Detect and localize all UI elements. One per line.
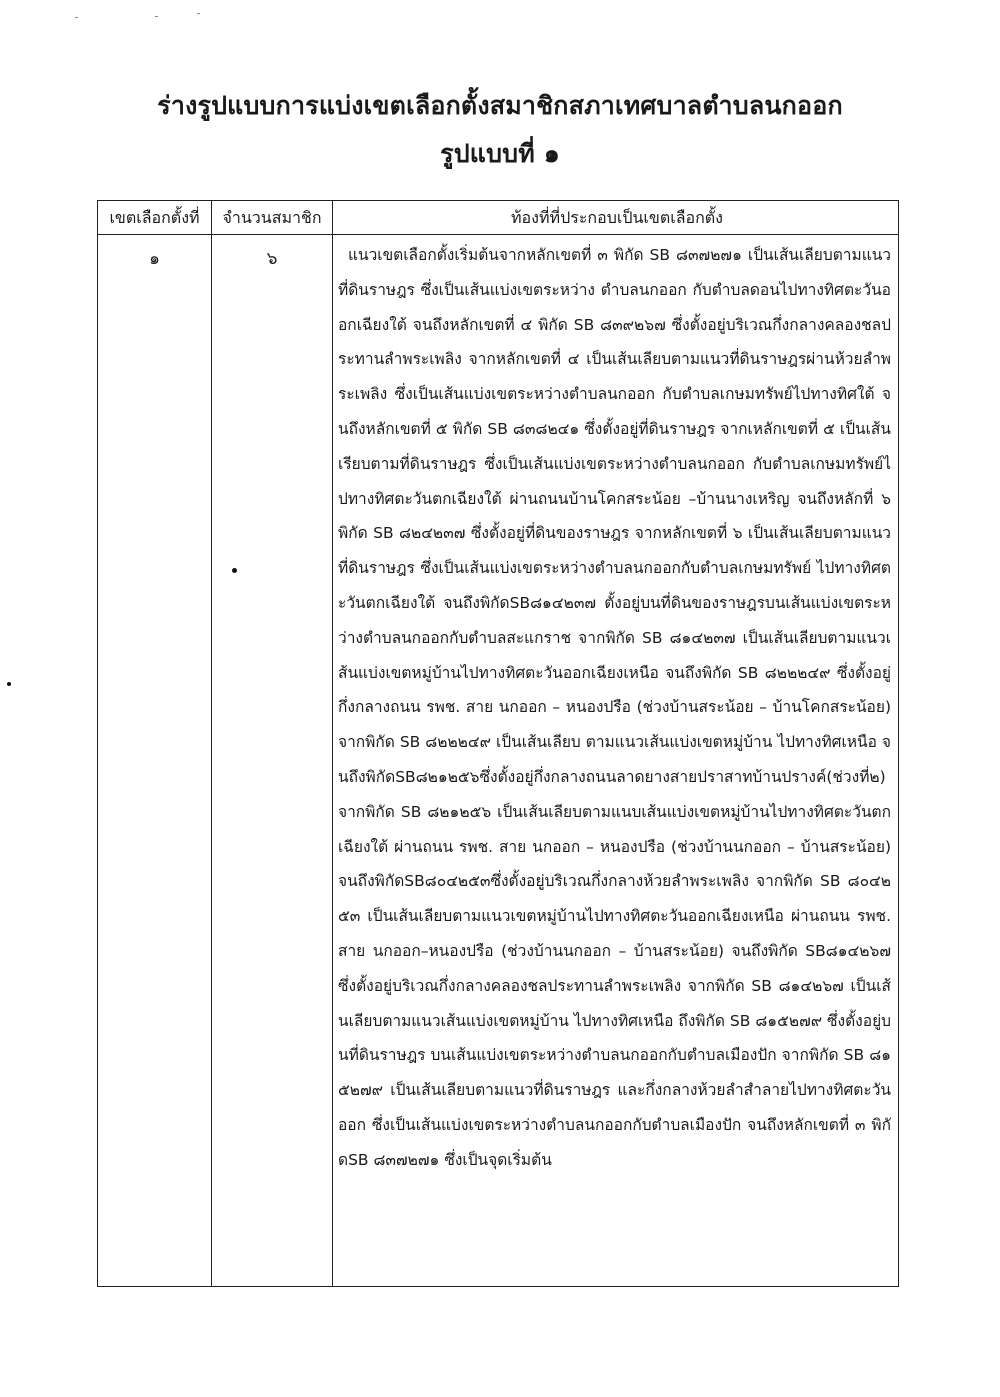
column-divider: [211, 201, 212, 1286]
header-members: จำนวนสมาชิก: [222, 208, 322, 227]
header-divider: [98, 234, 898, 235]
scan-speck: [197, 13, 200, 14]
area-description: แนวเขตเลือกตั้งเริ่มต้นจากหลักเขตที่ ๓ พิกัด SB ๘๓๗๒๗๑ เป็นเส้นเลียบตามแนวที่ดินราษฎร ซึ่งเป็นเส้นแบ่งเขตระหว่าง ตำบลนกออก กับตำบลดอนไปทางทิศตะวันออกเฉียงใต้ จนถึงหลักเขตที่ ๔ พิกัด SB ๘๓๙๒๖๗ ซึ่งตั้งอยู่บริเวณกึ่งกลางคลองชลประทานลำพระเพลิง จากหลักเขตที่ ๔ เป็นเส้นเลียบตามแนวที่ดินราษฎรผ่านห้วยลำพระเพลิง ซึ่งเป็นเส้นแบ่งเขตระหว่างตำบลนกออก กับตำบลเกษมทรัพย์ไปทางทิศใต้ จนถึงหลักเขตที่ ๕ พิกัด SB ๘๓๘๒๔๑ ซึ่งตั้งอยู่ที่ดินราษฎร จากเหลักเขตที่ ๕ เป็นเส้นเรียบตามที่ดินราษฎร ซึ่งเป็นเส้นแบ่งเขตระหว่างตำบลนกออก กับตำบลเกษมทรัพย์ไปทางทิศตะวันตกเฉียงใต้ ผ่านถนนบ้านโคกสระน้อย –บ้านนางเหริญ จนถึงหลักที่ ๖ พิกัด SB ๘๒๔๒๓๗ ซึ่งตั้งอยู่ที่ดินของราษฎร จากหลักเขตที่ ๖ เป็นเส้นเลียบตามแนวที่ดินราษฎร ซึ่งเป็นเส้นแบ่งเขตระหว่างตำบลนกออกกับตำบลเกษมทรัพย์ ไปทางทิศตะวันตกเฉียงใต้ จนถึงพิกัดSB๘๑๔๒๓๗ ตั้งอยู่บนที่ดินของราษฎรบนเส้นแบ่งเขตระหว่างตำบลนกออกกับตำบลสะแกราช จากพิกัด SB ๘๑๔๒๓๗ เป็นเส้นเลียบตามแนวเส้นแบ่งเขตหมู่บ้านไปทางทิศตะวันออกเฉียงเหนือ จนถึงพิกัด SB ๘๒๒๒๔๙ ซึ่งตั้งอยู่กึ่งกลางถนน รพช. สาย นกออก – หนองปรือ (ช่วงบ้านสระน้อย – บ้านโคกสระน้อย) จากพิกัด SB ๘๒๒๒๔๙ เป็นเส้นเลียบ ตามแนวเส้นแบ่งเขตหมู่บ้าน ไปทางทิศเหนือ จนถึงพิกัดSB๘๒๑๒๕๖ซึ่งตั้งอยู่กึ่งกลางถนนลาดยางสายปราสาทบ้านปรางค์(ช่วงที่๒) จากพิกัด SB ๘๒๑๒๕๖ เป็นเส้นเลียบตามแนบเส้นแบ่งเขตหมู่บ้านไปทางทิศตะวันตกเฉียงใต้ ผ่านถนน รพช. สาย นกออก – หนองปรือ (ช่วงบ้านนกออก – บ้านสระน้อย) จนถึงพิกัดSB๘๐๔๒๕๓ซึ่งตั้งอยู่บริเวณกึ่งกลางห้วยลำพระเพลิง จากพิกัด SB ๘๐๔๒๕๓ เป็นเส้นเลียบตามแนวเขตหมู่บ้านไปทางทิศตะวันออกเฉียงเหนือ ผ่านถนน รพช. สาย นกออก–หนองปรือ (ช่วงบ้านนกออก – บ้านสระน้อย) จนถึงพิกัด SB๘๑๔๒๖๗ ซึ่งตั้งอยู่บริเวณกึ่งกลางคลองชลประทานลำพระเพลิง จากพิกัด SB ๘๑๔๒๖๗ เป็นเส้นเลียบตามแนวเส้นแบ่งเขตหมู่บ้าน ไปทางทิศเหนือ ถึงพิกัด SB ๘๑๕๒๗๙ ซึ่งตั้งอยู่บนที่ดินราษฎร บนเส้นแบ่งเขตระหว่างตำบลนกออกกับตำบลเมืองปัก จากพิกัด SB ๘๑๕๒๗๙ เป็นเส้นเลียบตามแนวที่ดินราษฎร และกึ่งกลางห้วยลำสำลายไปทางทิศตะวันออก ซึ่งเป็นเส้นแบ่งเขตระหว่างตำบลนกออกกับตำบลเมืองปัก จนถึงหลักเขตที่ ๓ พิกัดSB ๘๓๗๒๗๑ ซึ่งเป็นจุดเริ่มต้น: [338, 246, 891, 1169]
title-block: [0, 82, 1000, 178]
scan-speck: [75, 17, 78, 18]
document-title: ร่างรูปแบบการแบ่งเขตเลือกตั้งสมาชิกสภาเทศบาลตำบลนกออก: [157, 91, 843, 120]
member-count: ๖: [266, 249, 278, 269]
district-number: ๑: [149, 249, 160, 269]
header-district: เขตเลือกตั้งที่: [109, 208, 200, 227]
scan-mark: [232, 568, 237, 573]
scan-mark: [7, 682, 11, 686]
header-area: ท้องที่ที่ประกอบเป็นเขตเลือกตั้ง: [511, 208, 723, 227]
column-divider: [332, 201, 333, 1286]
document-subtitle: รูปแบบที่ ๑: [440, 139, 560, 168]
district-table: [97, 200, 899, 1287]
scan-speck: [155, 16, 158, 17]
